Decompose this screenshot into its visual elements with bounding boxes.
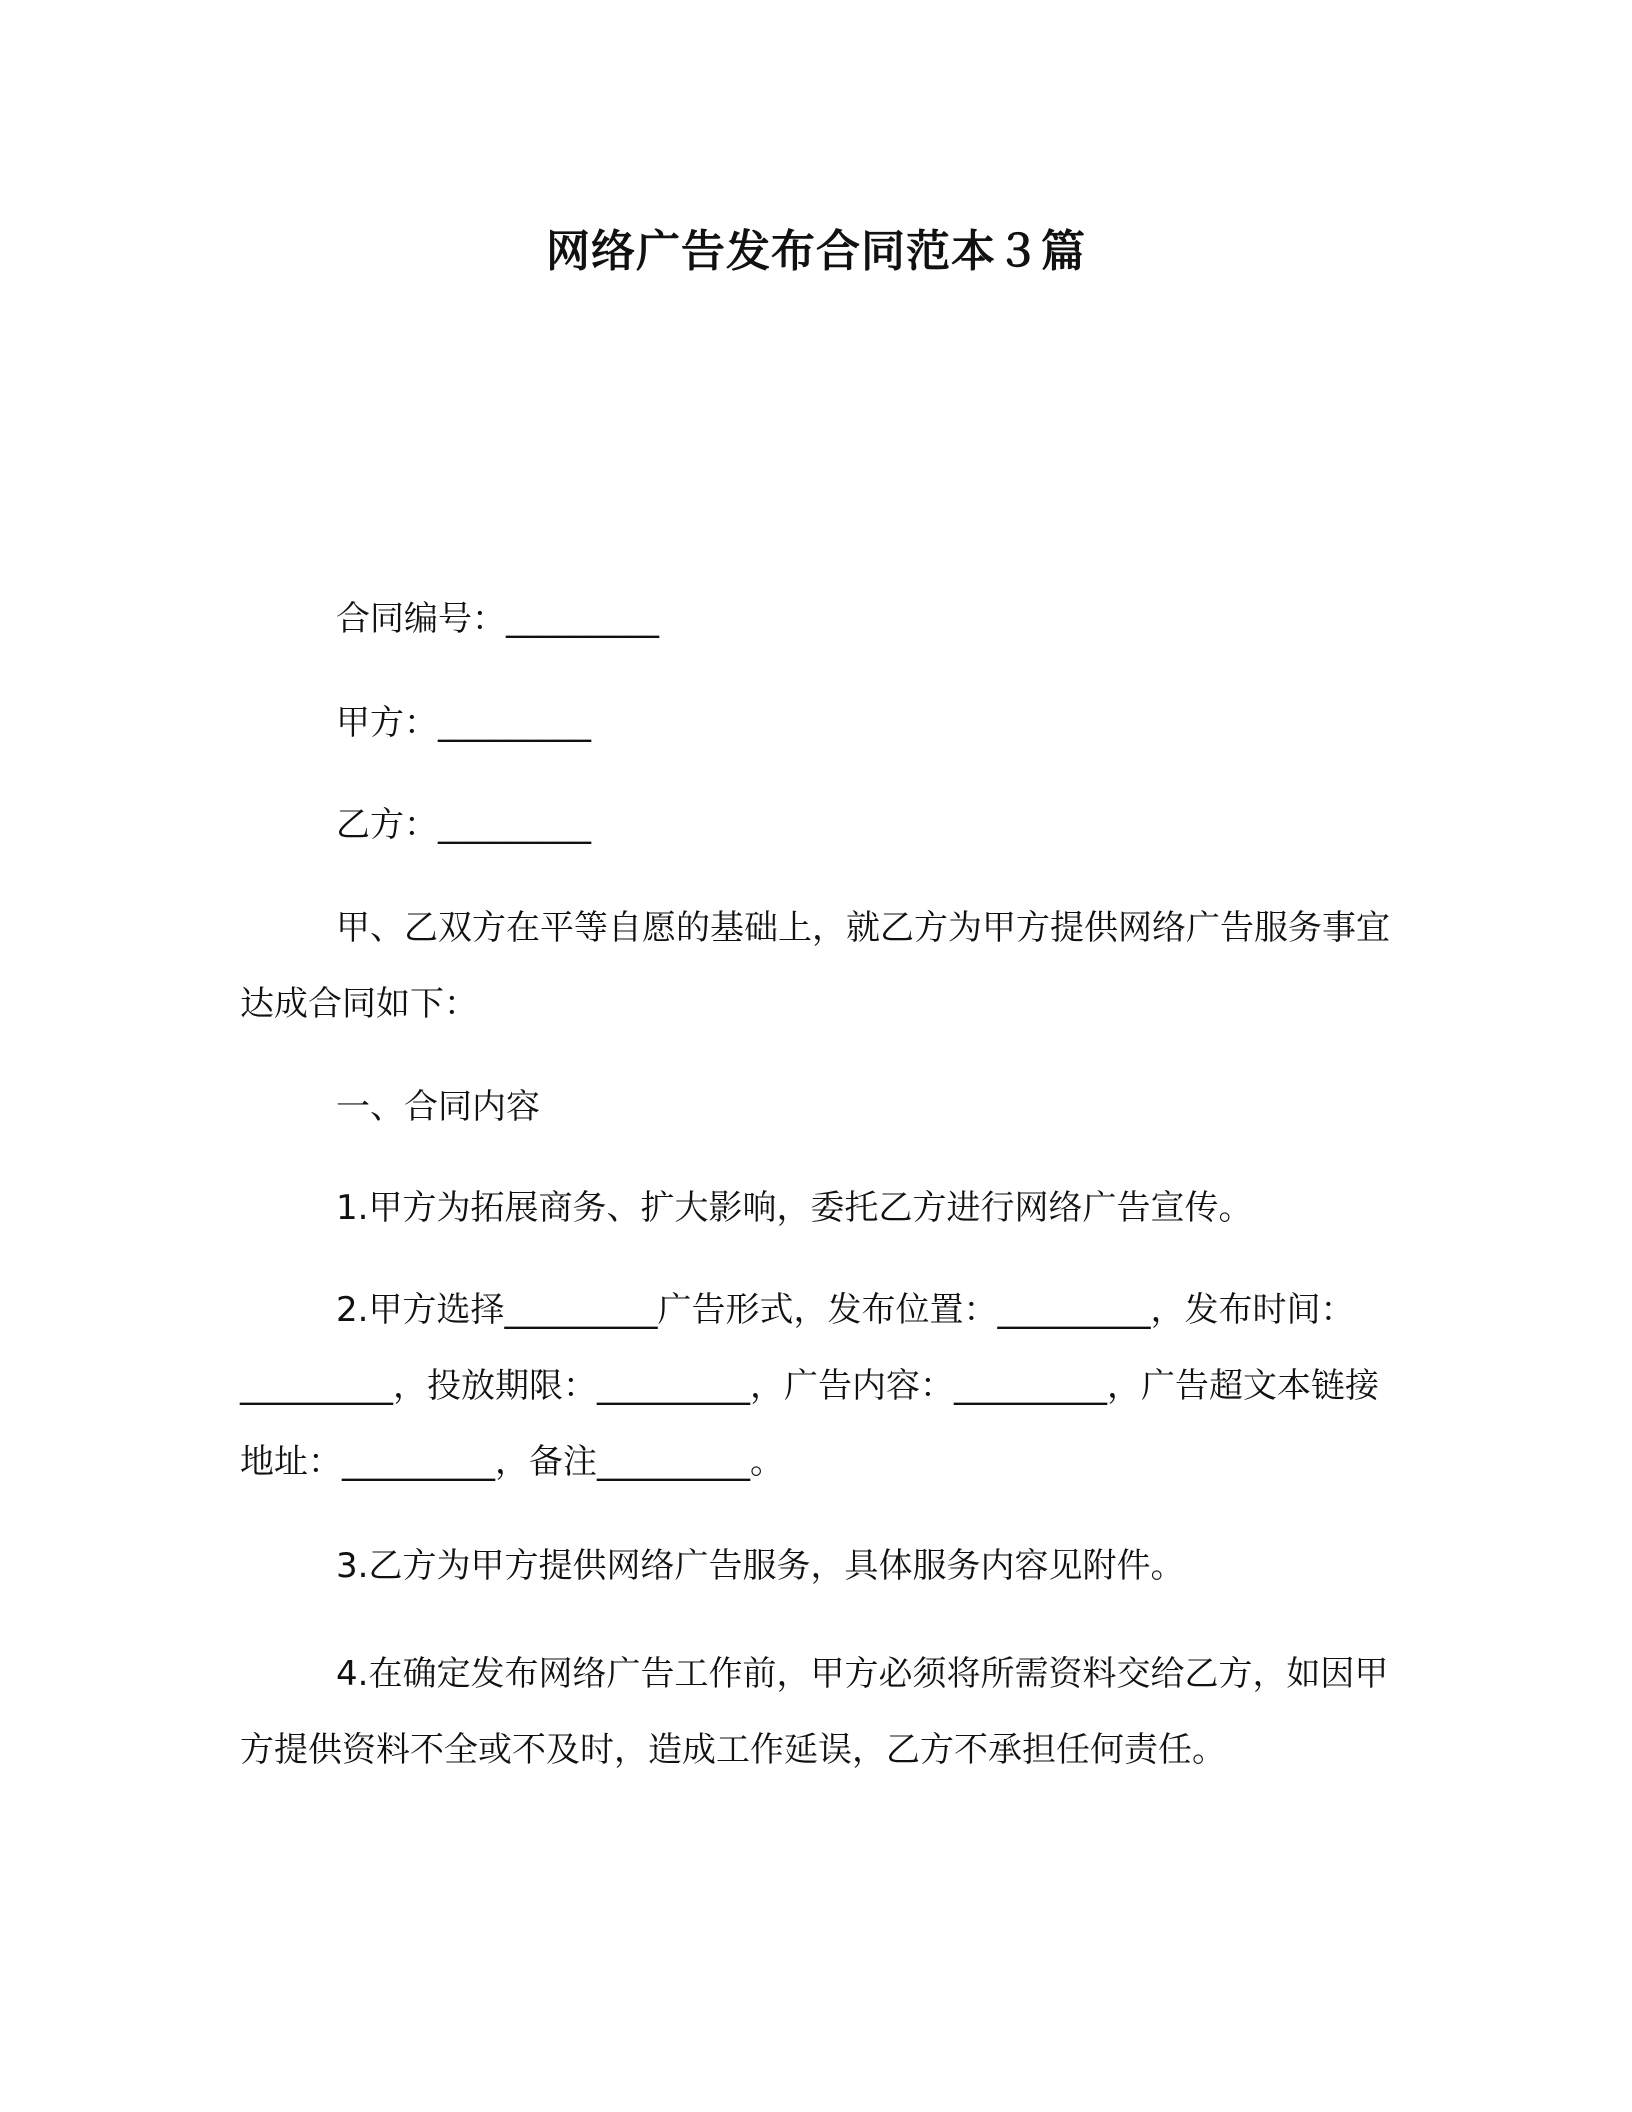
document-title: 网络广告发布合同范本３篇 [546,226,1086,277]
intro-paragraph: 甲、乙双方在平等自愿的基础上，就乙方为甲方提供网络广告服务事宜达成合同如下： [240,908,1390,1024]
clause-3: 3.乙方为甲方提供网络广告服务，具体服务内容见附件。 [336,1546,1185,1586]
clause-4: 4.在确定发布网络广告工作前，甲方必须将所需资料交给乙方，如因甲方提供资料不全或不及时，造成工作延误，乙方不承担任何责任。 [240,1654,1389,1770]
section1-heading: 一、合同内容 [336,1087,540,1127]
clause-1: 1.甲方为拓展商务、扩大影响，委托乙方进行网络广告宣传。 [336,1188,1253,1228]
party-b-line: 乙方：_________ [336,805,591,845]
clause-2: 2.甲方选择_________广告形式，发布位置：_________，发布时间：_________，投放期限：_________，广告内容：_________，广告超文本链接地址：_________，备注_________。 [240,1290,1379,1482]
party-a-line: 甲方：_________ [336,703,591,743]
contract-number-line: 合同编号：_________ [336,599,659,639]
